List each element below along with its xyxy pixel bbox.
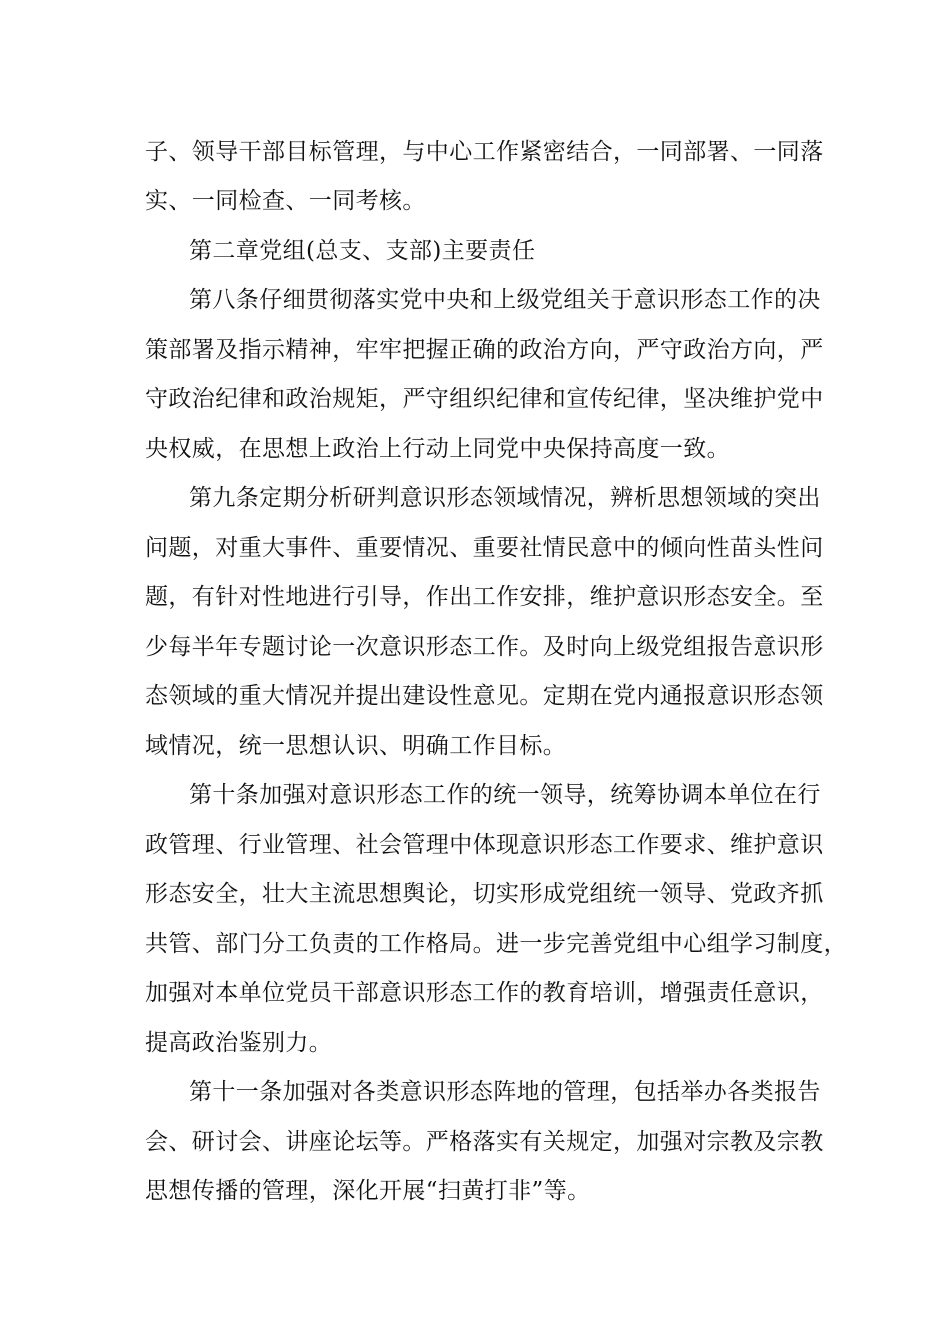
text-line: 第十一条加强对各类意识形态阵地的管理，包括举办各类报告 <box>189 1079 821 1105</box>
text-line: 实、一同检查、一同考核。 <box>145 188 426 214</box>
text-line: 策部署及指示精神，牢牢把握正确的政治方向，严守政治方向，严 <box>145 337 824 363</box>
text-line: 第十条加强对意识形态工作的统一领导，统筹协调本单位在行 <box>189 782 821 808</box>
text-line: 守政治纪律和政治规矩，严守组织纪律和宣传纪律，坚决维护党中 <box>145 386 824 412</box>
text-line: 问题，对重大事件、重要情况、重要社情民意中的倾向性苗头性问 <box>145 535 824 561</box>
text-line: 态领域的重大情况并提出建设性意见。定期在党内通报意识形态领 <box>145 683 824 709</box>
text-line: 子、领导干部目标管理，与中心工作紧密结合，一同部署、一同落 <box>145 139 824 165</box>
text-line: 思想传播的管理，深化开展“扫黄打非”等。 <box>145 1178 591 1204</box>
text-line: 第八条仔细贯彻落实党中央和上级党组关于意识形态工作的决 <box>189 287 821 313</box>
text-line: 会、研讨会、讲座论坛等。严格落实有关规定，加强对宗教及宗教 <box>145 1129 824 1155</box>
text-line: 第九条定期分析研判意识形态领域情况，辨析思想领域的突出 <box>189 485 821 511</box>
text-line: 少每半年专题讨论一次意识形态工作。及时向上级党组报告意识形 <box>145 634 824 660</box>
text-line: 政管理、行业管理、社会管理中体现意识形态工作要求、维护意识 <box>145 832 824 858</box>
text-line: 形态安全，壮大主流思想舆论，切实形成党组统一领导、党政齐抓 <box>145 881 824 907</box>
text-line: 域情况，统一思想认识、明确工作目标。 <box>145 733 567 759</box>
chapter-heading: 第二章党组(总支、支部)主要责任 <box>189 238 536 264</box>
text-line: 加强对本单位党员干部意识形态工作的教育培训，增强责任意识， <box>145 980 824 1006</box>
text-line: 题，有针对性地进行引导，作出工作安排，维护意识形态安全。至 <box>145 584 824 610</box>
text-line: 提高政治鉴别力。 <box>145 1030 333 1056</box>
text-line: 共管、部门分工负责的工作格局。进一步完善党组中心组学习制度， <box>145 931 847 957</box>
text-line: 央权威，在思想上政治上行动上同党中央保持高度一致。 <box>145 436 730 462</box>
